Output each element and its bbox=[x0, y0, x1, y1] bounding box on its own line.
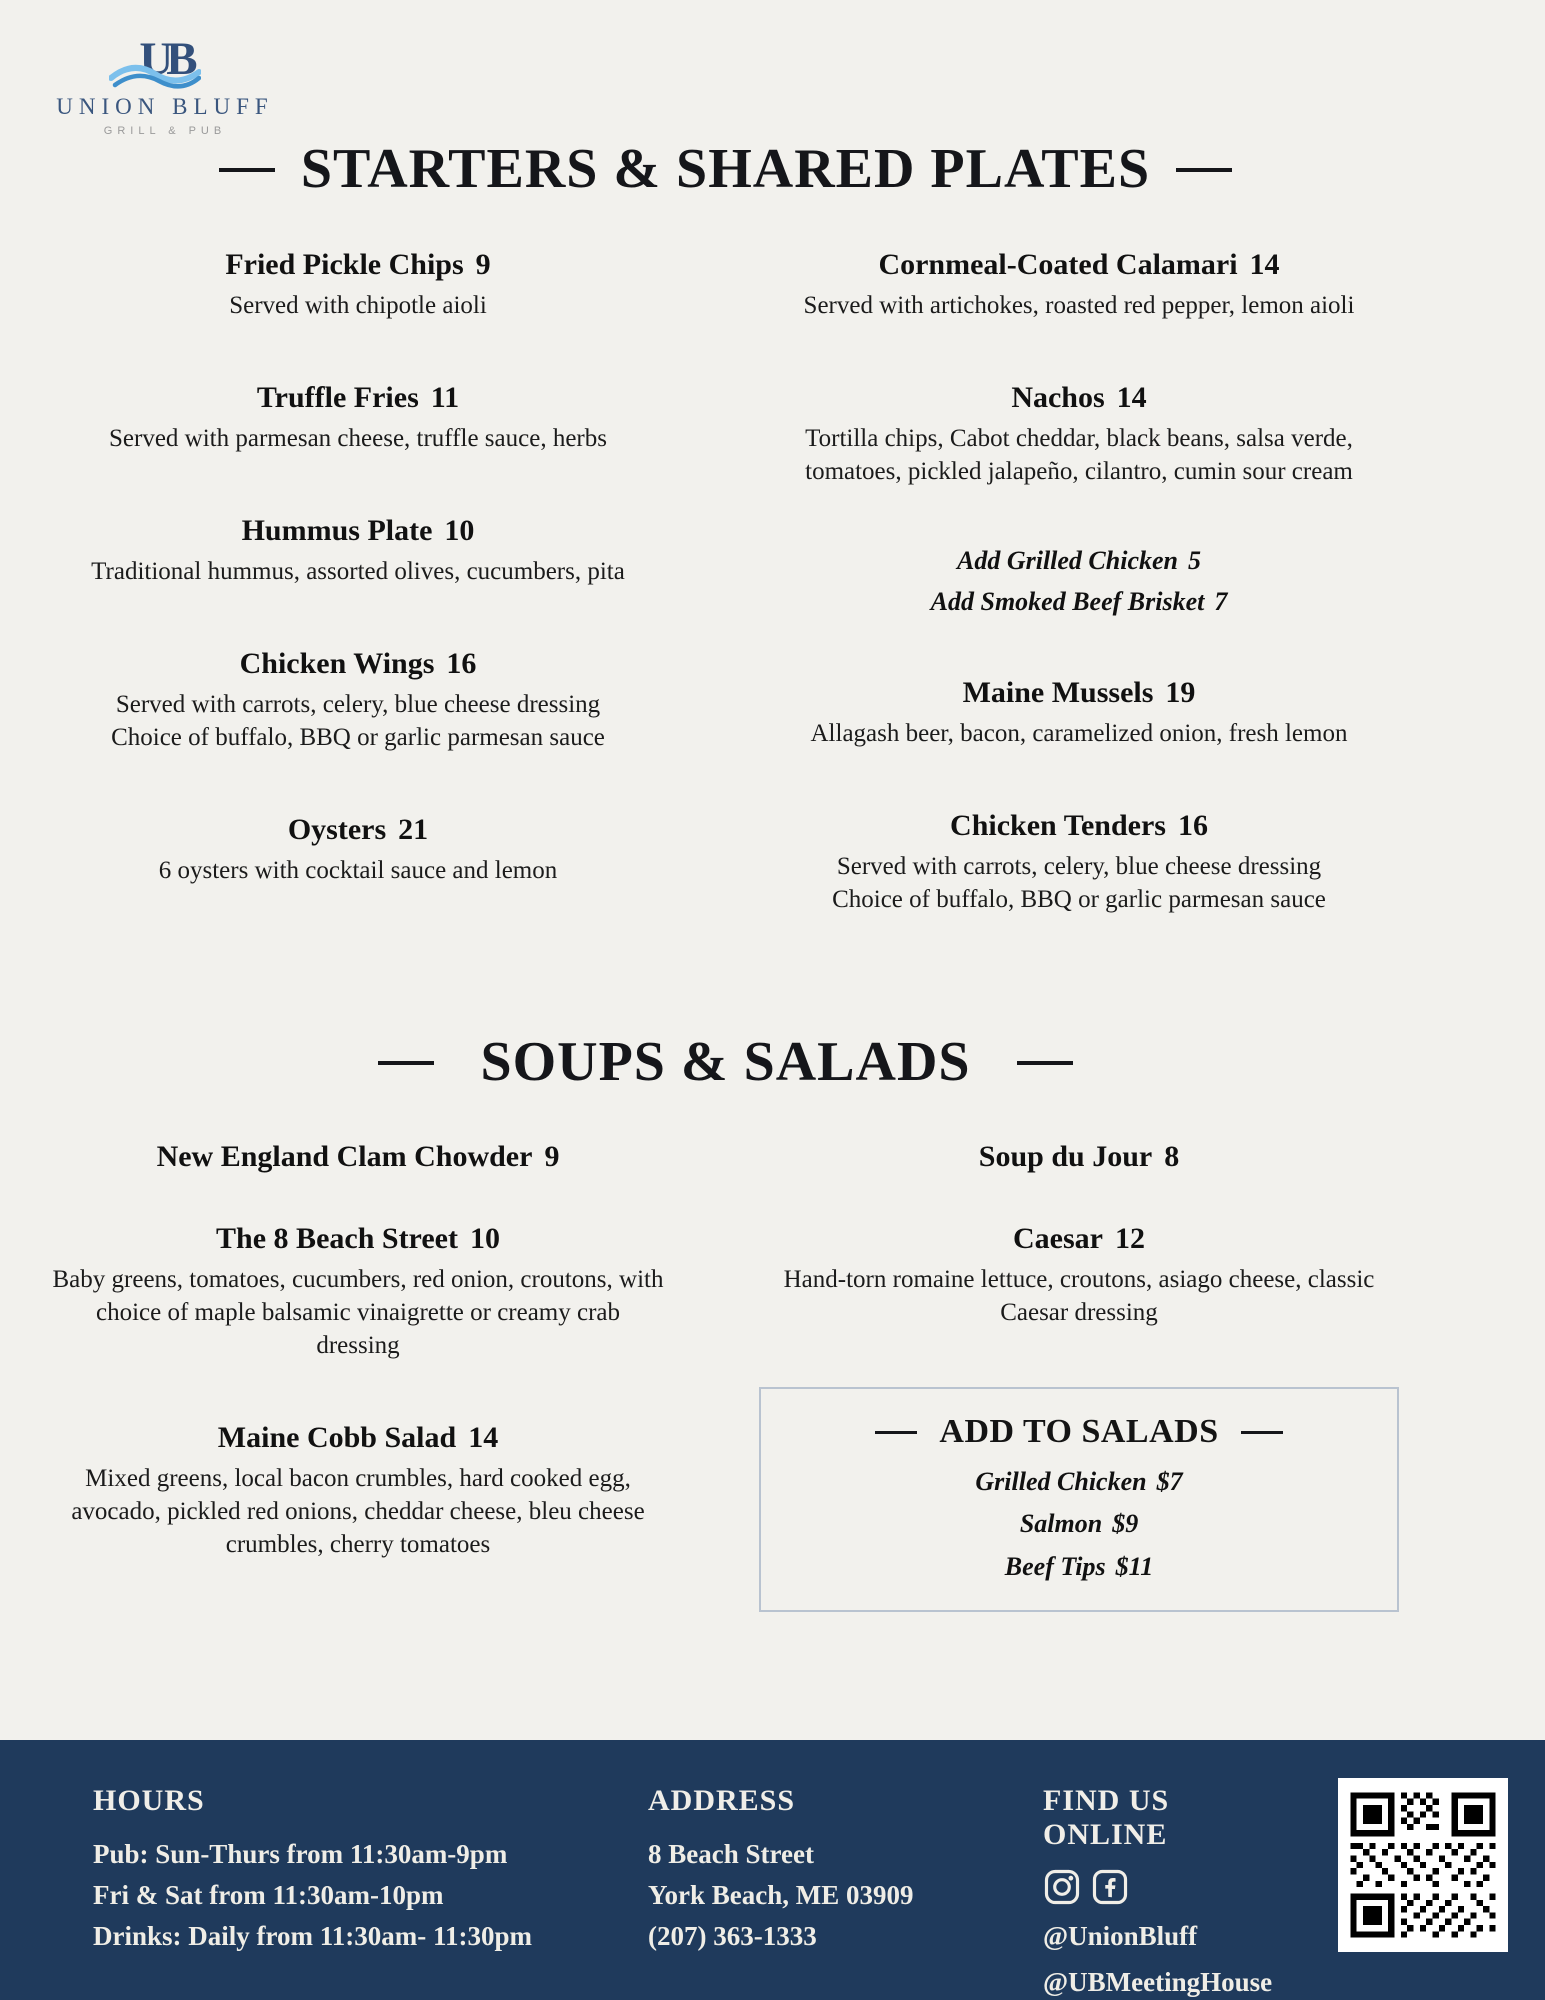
menu-item-hummus-plate bbox=[52, 513, 664, 588]
addon-title: Add Grilled Chicken bbox=[956, 545, 1178, 575]
salad-addon-beef-tips bbox=[777, 1546, 1381, 1588]
hours-line: Fri & Sat from 11:30am-10pm bbox=[93, 1880, 444, 1911]
item-title: Oysters bbox=[287, 812, 387, 846]
item-desc: Served with carrots, celery, blue cheese dressing bbox=[115, 690, 601, 718]
soups-right-column bbox=[759, 1139, 1399, 1619]
instagram-icon bbox=[1043, 1868, 1081, 1906]
item-price: 14 bbox=[1249, 247, 1280, 281]
addon-price: $9 bbox=[1112, 1509, 1139, 1539]
soups-title-row bbox=[0, 1032, 1451, 1094]
item-price: 12 bbox=[1114, 1222, 1145, 1256]
item-desc: Baby greens, tomatoes, cucumbers, red onion, croutons, with choice of maple balsamic vinaigrette or creamy crab dressing bbox=[52, 1266, 664, 1360]
address-line: (207) 363-1333 bbox=[648, 1921, 817, 1952]
footer-inner bbox=[0, 1740, 1545, 2000]
title-dash-left bbox=[875, 1431, 917, 1434]
menu-item-soup-du-jour bbox=[759, 1139, 1399, 1175]
hours-line: Pub: Sun-Thurs from 11:30am-9pm bbox=[93, 1839, 508, 1869]
addon-price: $11 bbox=[1115, 1551, 1154, 1581]
item-price: 14 bbox=[468, 1421, 499, 1455]
starters-right-column bbox=[759, 247, 1399, 974]
addon-beef-brisket bbox=[759, 581, 1399, 623]
menu-item-calamari bbox=[759, 247, 1399, 322]
item-name bbox=[759, 675, 1399, 711]
item-desc: Served with carrots, celery, blue cheese dressing bbox=[836, 852, 1322, 880]
footer-address-section bbox=[648, 1784, 948, 2000]
item-price: 11 bbox=[430, 380, 460, 414]
item-price: 14 bbox=[1116, 380, 1147, 414]
item-price: 10 bbox=[469, 1222, 500, 1256]
addon-price: 7 bbox=[1214, 587, 1228, 617]
addon-price: $7 bbox=[1156, 1467, 1183, 1497]
item-desc: Mixed greens, local bacon crumbles, hard cooked egg, avocado, pickled red onions, cheddar cheese, bleu cheese crumbles, cherry tomatoes bbox=[71, 1465, 645, 1559]
soups-left-column bbox=[52, 1139, 664, 1619]
addon-title: Beef Tips bbox=[1004, 1551, 1106, 1581]
social-icons-row bbox=[1043, 1868, 1293, 1906]
item-name bbox=[52, 1420, 664, 1456]
menu-item-clam-chowder bbox=[52, 1139, 664, 1175]
wave-icon bbox=[109, 58, 201, 90]
add-to-salads-title-row bbox=[777, 1413, 1381, 1451]
hours-line: Drinks: Daily from 11:30am- 11:30pm bbox=[93, 1921, 532, 1952]
title-dash-right bbox=[1241, 1431, 1283, 1434]
item-desc: Allagash beer, bacon, caramelized onion, fresh lemon bbox=[810, 719, 1348, 747]
brand-monogram bbox=[139, 26, 190, 92]
item-desc: Traditional hummus, assorted olives, cucumbers, pita bbox=[91, 557, 625, 585]
addon-title: Grilled Chicken bbox=[975, 1467, 1147, 1497]
item-name bbox=[759, 247, 1399, 283]
find-us-online-title: FIND US ONLINE bbox=[1043, 1784, 1170, 1851]
item-title: Nachos bbox=[1011, 380, 1105, 414]
menu-item-caesar bbox=[759, 1221, 1399, 1329]
addon-price: 5 bbox=[1188, 545, 1201, 575]
item-desc: 6 oysters with cocktail sauce and lemon bbox=[158, 856, 558, 884]
menu-item-8-beach-street bbox=[52, 1221, 664, 1362]
nachos-addons bbox=[759, 540, 1399, 623]
qr-code-pattern bbox=[1344, 1786, 1502, 1944]
starters-left-column bbox=[52, 247, 664, 974]
menu-item-maine-cobb-salad bbox=[52, 1420, 664, 1561]
item-desc: Tortilla chips, Cabot cheddar, black beans, salsa verde, tomatoes, pickled jalapeño, cilantro, cumin sour cream bbox=[805, 424, 1353, 485]
addon-title: Salmon bbox=[1019, 1509, 1103, 1539]
item-name bbox=[52, 380, 664, 416]
title-dash-right bbox=[1017, 1061, 1073, 1065]
soups-columns bbox=[0, 1139, 1545, 1619]
item-title: Fried Pickle Chips bbox=[225, 247, 464, 281]
item-desc-2: Choice of buffalo, BBQ or garlic parmesan sauce bbox=[832, 885, 1326, 913]
item-desc-2: Choice of buffalo, BBQ or garlic parmesan sauce bbox=[111, 723, 605, 751]
addon-grilled-chicken bbox=[759, 540, 1399, 582]
title-dash-left bbox=[378, 1061, 434, 1065]
item-name bbox=[759, 808, 1399, 844]
add-to-salads-title: ADD TO SALADS bbox=[939, 1413, 1219, 1451]
item-title: The 8 Beach Street bbox=[216, 1222, 458, 1256]
add-to-salads-box bbox=[759, 1387, 1399, 1611]
item-price: 9 bbox=[544, 1140, 560, 1174]
menu-item-chicken-wings bbox=[52, 646, 664, 754]
qr-code bbox=[1338, 1778, 1508, 1952]
item-desc: Served with artichokes, roasted red pepper, lemon aioli bbox=[803, 291, 1355, 319]
item-title: Caesar bbox=[1013, 1222, 1103, 1256]
item-price: 10 bbox=[444, 513, 475, 547]
address-line: 8 Beach Street bbox=[648, 1839, 814, 1869]
menu-item-chicken-tenders bbox=[759, 808, 1399, 916]
item-title: New England Clam Chowder bbox=[156, 1140, 533, 1174]
hours-title: HOURS bbox=[93, 1784, 205, 1817]
salad-addon-grilled-chicken bbox=[777, 1461, 1381, 1503]
menu-item-oysters bbox=[52, 812, 664, 887]
item-name bbox=[52, 247, 664, 283]
brand-name: UNION BLUFF bbox=[56, 94, 274, 119]
item-title: Maine Mussels bbox=[962, 675, 1154, 709]
footer bbox=[0, 1740, 1545, 2000]
starters-section-title: STARTERS & SHARED PLATES bbox=[300, 138, 1151, 200]
footer-hours-section bbox=[93, 1784, 563, 2000]
item-price: 16 bbox=[1177, 808, 1208, 842]
item-name bbox=[759, 1221, 1399, 1257]
item-desc: Hand-torn romaine lettuce, croutons, asiago cheese, classic Caesar dressing bbox=[783, 1266, 1375, 1327]
item-name bbox=[52, 513, 664, 549]
item-price: 8 bbox=[1164, 1140, 1180, 1174]
item-name bbox=[52, 1139, 664, 1175]
item-title: Chicken Tenders bbox=[950, 808, 1166, 842]
item-price: 16 bbox=[446, 646, 477, 680]
item-title: Truffle Fries bbox=[256, 380, 419, 414]
item-title: Hummus Plate bbox=[241, 513, 433, 547]
item-name bbox=[759, 1139, 1399, 1175]
starters-columns bbox=[0, 247, 1545, 974]
title-dash-left bbox=[219, 168, 275, 172]
soups-section-title: SOUPS & SALADS bbox=[480, 1030, 971, 1093]
item-name bbox=[759, 380, 1399, 416]
addon-title: Add Smoked Beef Brisket bbox=[930, 587, 1205, 617]
item-desc: Served with parmesan cheese, truffle sauce, herbs bbox=[109, 424, 607, 452]
address-title: ADDRESS bbox=[648, 1784, 796, 1817]
item-name bbox=[52, 646, 664, 682]
address-line: York Beach, ME 03909 bbox=[648, 1880, 914, 1911]
brand-tagline: GRILL & PUB bbox=[103, 125, 227, 137]
item-name bbox=[52, 812, 664, 848]
facebook-icon bbox=[1091, 1868, 1129, 1906]
footer-online-section bbox=[1043, 1784, 1293, 2000]
item-title: Soup du Jour bbox=[978, 1140, 1153, 1174]
item-title: Chicken Wings bbox=[239, 646, 435, 680]
menu-item-fried-pickle-chips bbox=[52, 247, 664, 322]
item-name bbox=[52, 1221, 664, 1257]
menu-item-truffle-fries bbox=[52, 380, 664, 455]
menu-item-nachos bbox=[759, 380, 1399, 488]
item-price: 19 bbox=[1165, 675, 1196, 709]
title-dash-right bbox=[1176, 168, 1232, 172]
social-handle: @UBMeetingHouse bbox=[1043, 1966, 1273, 1997]
item-price: 9 bbox=[475, 247, 491, 281]
item-price: 21 bbox=[398, 812, 429, 846]
item-title: Cornmeal-Coated Calamari bbox=[878, 247, 1238, 281]
menu-item-maine-mussels bbox=[759, 675, 1399, 750]
item-title: Maine Cobb Salad bbox=[217, 1421, 457, 1455]
brand-logo bbox=[55, 26, 275, 137]
starters-title-row bbox=[0, 139, 1451, 201]
salad-addon-salmon bbox=[777, 1503, 1381, 1545]
social-handle: @UnionBluff bbox=[1043, 1921, 1198, 1951]
brand-monogram-letters: UB bbox=[139, 33, 191, 85]
item-desc: Served with chipotle aioli bbox=[229, 291, 487, 319]
